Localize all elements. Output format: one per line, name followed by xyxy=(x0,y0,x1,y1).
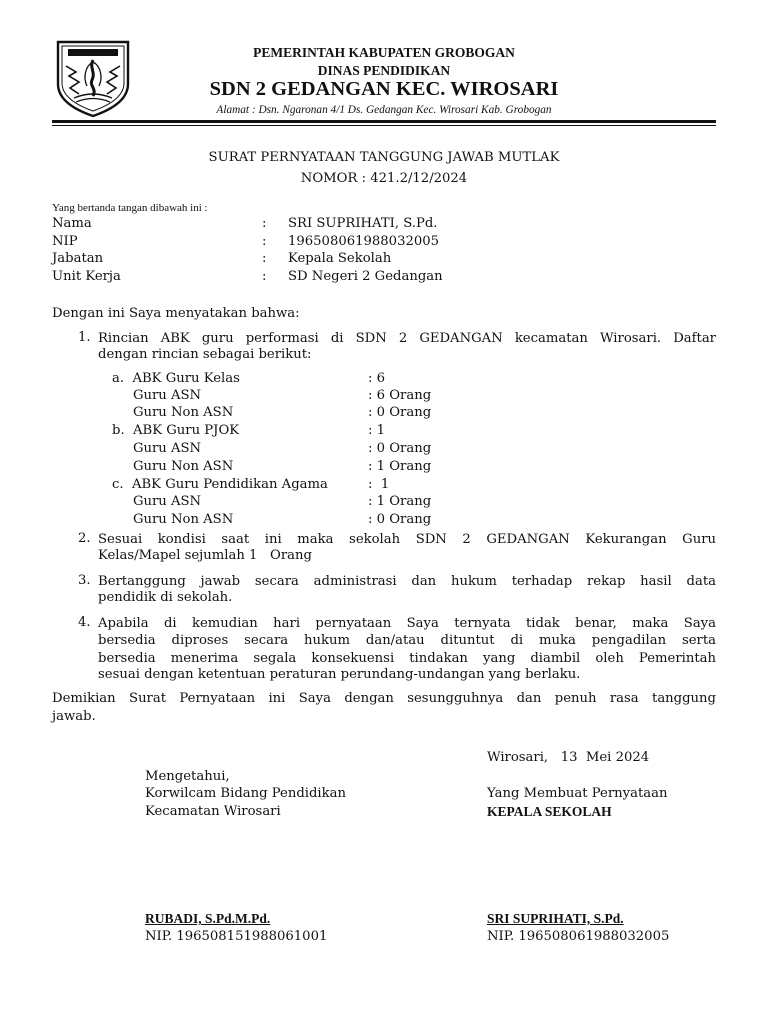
right-signer-name: SRI SUPRIHATI, S.Pd. xyxy=(487,911,624,926)
identity-colon: : xyxy=(262,269,267,284)
letterhead-address: Alamat : Dsn. Ngaronan 4/1 Ds. Gedangan Kec. Wirosari Kab. Grobogan xyxy=(216,104,552,116)
sub-item-label: a. ABK Guru Kelas xyxy=(112,371,240,386)
sub-item-label: Guru Non ASN xyxy=(112,459,234,474)
identity-value: Kepala Sekolah xyxy=(288,251,392,266)
place-date: Wirosari, 13 Mei 2024 xyxy=(487,750,650,765)
identity-colon: : xyxy=(262,251,267,266)
identity-label: Nama xyxy=(52,216,92,231)
item-4-line-3: bersedia menerima segala konsekuensi tindakan yang diambil oleh Pemerintah xyxy=(98,651,716,666)
document-number: NOMOR : 421.2/12/2024 xyxy=(300,171,468,186)
sub-item-value: : 0 Orang xyxy=(368,441,432,456)
letterhead-school-name: SDN 2 GEDANGAN KEC. WIROSARI xyxy=(209,78,559,100)
intro-text: Yang bertanda tangan dibawah ini : xyxy=(52,202,208,214)
sub-item-label: Guru ASN xyxy=(112,441,202,456)
item-1-line-1: Rincian ABK guru performasi di SDN 2 GEDANGAN kecamatan Wirosari. Daftar xyxy=(98,331,716,346)
item-number: 1. xyxy=(78,330,91,345)
sub-item-label: Guru ASN xyxy=(112,388,202,403)
item-number: 4. xyxy=(78,615,91,630)
left-signer-line-3: Kecamatan Wirosari xyxy=(145,804,281,819)
item-2-line-1: Sesuai kondisi saat ini maka sekolah SDN 2 GEDANGAN Kekurangan Guru xyxy=(98,532,716,547)
identity-value: 196508061988032005 xyxy=(288,234,440,249)
sub-item-value: : 0 Orang xyxy=(368,512,432,527)
letterhead-rule-thick xyxy=(52,120,716,123)
sub-item-label: Guru Non ASN xyxy=(112,512,234,527)
item-3-line-2: pendidik di sekolah. xyxy=(98,590,233,605)
letterhead-government: PEMERINTAH KABUPATEN GROBOGAN xyxy=(253,45,515,60)
right-signer-nip: NIP. 196508061988032005 xyxy=(487,929,670,944)
item-4-line-4: sesuai dengan ketentuan peraturan perundang-undangan yang berlaku. xyxy=(98,667,581,682)
sub-item-value: : 6 Orang xyxy=(368,388,432,403)
sub-item-value: : 1 Orang xyxy=(368,459,432,474)
item-number: 3. xyxy=(78,573,91,588)
sub-item-label: Guru Non ASN xyxy=(112,405,234,420)
item-1-line-2: dengan rincian sebagai berikut: xyxy=(98,347,312,362)
left-signer-name: RUBADI, S.Pd.M.Pd. xyxy=(145,911,271,926)
left-signer-line-2: Korwilcam Bidang Pendidikan xyxy=(145,786,346,801)
right-signer-line-1: Yang Membuat Pernyataan xyxy=(487,786,668,801)
item-4-line-2: bersedia diproses secara hukum dan/atau dituntut di muka pengadilan serta xyxy=(98,633,716,648)
document-title: SURAT PERNYATAAN TANGGUNG JAWAB MUTLAK xyxy=(208,150,560,165)
identity-colon: : xyxy=(262,234,267,249)
sub-item-label: Guru ASN xyxy=(112,494,202,509)
item-2-line-2: Kelas/Mapel sejumlah 1 Orang xyxy=(98,548,312,563)
left-signer-line-1: Mengetahui, xyxy=(145,769,230,784)
identity-label: NIP xyxy=(52,234,78,249)
identity-label: Unit Kerja xyxy=(52,269,121,284)
identity-colon: : xyxy=(262,216,267,231)
right-signer-title: KEPALA SEKOLAH xyxy=(487,804,612,819)
item-3-line-1: Bertanggung jawab secara administrasi dan hukum terhadap rekap hasil data xyxy=(98,574,716,589)
sub-item-value: : 6 xyxy=(368,371,386,386)
item-number: 2. xyxy=(78,531,91,546)
sub-item-value: : 1 Orang xyxy=(368,494,432,509)
sub-item-label: b. ABK Guru PJOK xyxy=(112,423,240,438)
sub-item-value: : 1 xyxy=(368,423,386,438)
identity-value: SD Negeri 2 Gedangan xyxy=(288,269,443,284)
left-signer-nip: NIP. 196508151988061001 xyxy=(145,929,328,944)
closing-line-1: Demikian Surat Pernyataan ini Saya dengan sesungguhnya dan penuh rasa tanggung xyxy=(52,691,716,706)
statement-intro: Dengan ini Saya menyatakan bahwa: xyxy=(52,306,300,321)
sub-item-value: : 1 xyxy=(368,477,390,492)
item-4-line-1: Apabila di kemudian hari pernyataan Saya ternyata tidak benar, maka Saya xyxy=(98,616,716,631)
identity-value: SRI SUPRIHATI, S.Pd. xyxy=(288,216,438,231)
sub-item-value: : 0 Orang xyxy=(368,405,432,420)
letterhead-rule-thin xyxy=(52,125,716,126)
closing-line-2: jawab. xyxy=(52,709,96,724)
sub-item-label: c. ABK Guru Pendidikan Agama xyxy=(112,477,328,492)
letterhead-department: DINAS PENDIDIKAN xyxy=(317,63,451,78)
identity-label: Jabatan xyxy=(52,251,104,266)
